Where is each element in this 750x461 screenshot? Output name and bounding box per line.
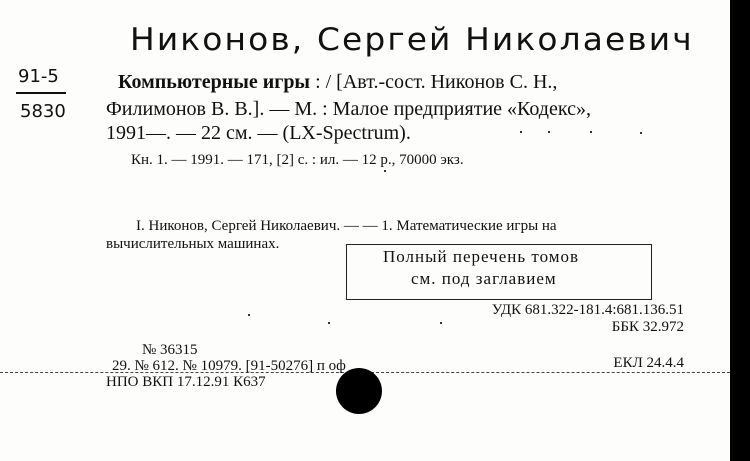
speck	[640, 132, 642, 134]
udk-code: УДК 681.322-181.4:681.136.51	[491, 302, 684, 318]
handwritten-accession-number: 5830	[20, 101, 66, 122]
record-number: № 36315	[142, 342, 198, 358]
handwritten-call-number: 91-5	[18, 66, 59, 87]
call-number-divider	[16, 92, 66, 94]
speck	[248, 314, 250, 316]
entry-responsibility: : / [Авт.-сост. Никонов С. Н.,	[310, 71, 558, 93]
entry-publisher-line: Филимонов В. В.]. — М. : Малое предприятие «Кодекс»,	[106, 98, 591, 120]
entry-tracing-line-2: вычислительных машинах.	[106, 236, 280, 252]
entry-title: Компьютерные игры	[118, 71, 311, 93]
speck	[384, 170, 386, 172]
entry-tracing-line: I. Никонов, Сергей Николаевич. — — 1. Математические игры на	[136, 218, 557, 234]
bbk-code: ББК 32.972	[611, 319, 684, 335]
publisher-stamp-line: НПО ВКП 17.12.91 К637	[106, 374, 266, 390]
speck	[520, 131, 522, 133]
speck	[440, 322, 442, 324]
order-line: 29. № 612. № 10979. [91-50276] п оф	[112, 358, 346, 374]
stamp-line-2: см. под заглавием	[411, 269, 557, 288]
entry-physical-line: 1991—. — 22 см. — (LX-Spectrum).	[106, 122, 411, 144]
entry-title-line	[118, 71, 557, 94]
speck	[548, 131, 550, 133]
handwritten-author-heading: Никонов, Сергей Николаевич	[130, 22, 694, 58]
speck	[590, 131, 592, 133]
punch-hole	[336, 368, 382, 414]
speck	[328, 322, 330, 324]
stamp-line-1: Полный перечень томов	[383, 247, 580, 266]
ekl-code: ЕКЛ 24.4.4	[613, 355, 684, 371]
volumes-stamp	[346, 244, 652, 300]
entry-volume-line: Кн. 1. — 1991. — 171, [2] с. : ил. — 12 р., 70000 экз.	[131, 152, 464, 168]
